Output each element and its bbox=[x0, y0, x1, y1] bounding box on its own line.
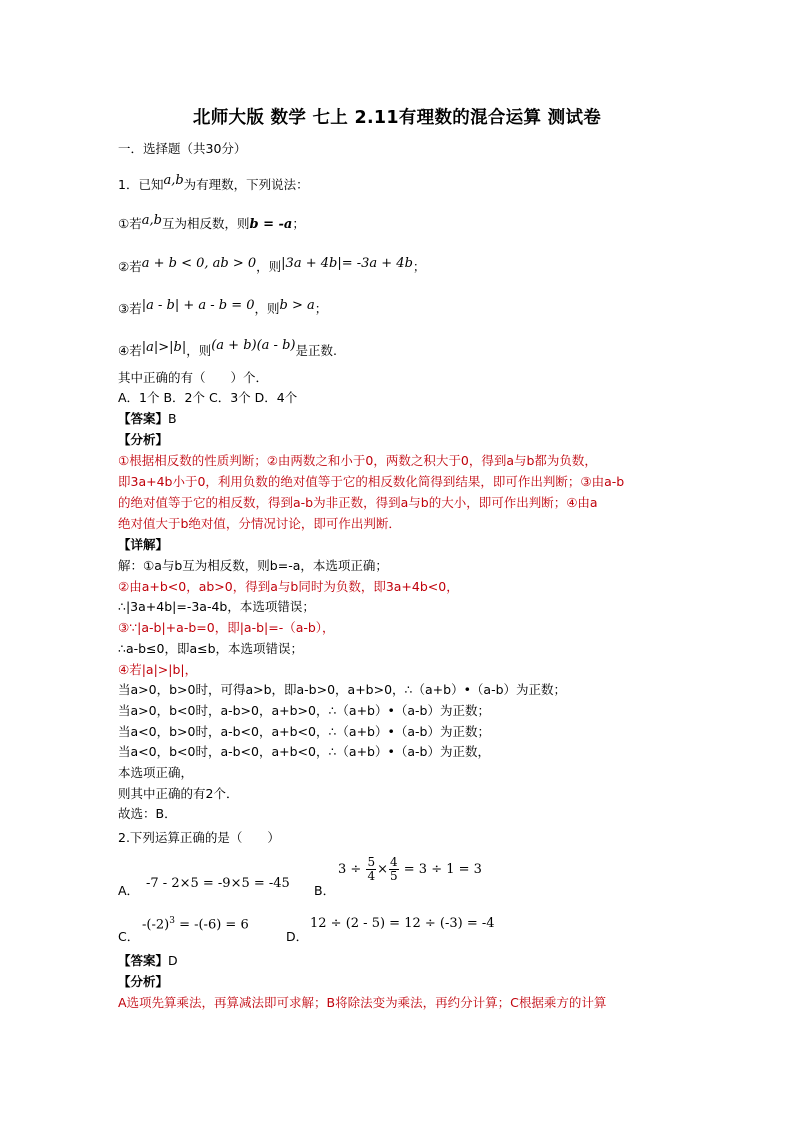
q1-stem-ab: a,b bbox=[163, 173, 184, 188]
section-heading: 一．选择题（共30分） bbox=[118, 141, 247, 156]
page-title: 北师大版 数学 七上 2.11有理数的混合运算 测试卷 bbox=[192, 108, 602, 128]
q1-detail-line: ∴a-b≤0，即a≤b，本选项错误； bbox=[118, 640, 304, 656]
q1-s1-ab: a,b bbox=[141, 213, 162, 228]
q1-s4-cond: |a|>|b| bbox=[141, 340, 187, 355]
q1-analysis-line: 绝对值大于b绝对值，分情况讨论，即可作出判断． bbox=[118, 516, 401, 531]
q1-answer bbox=[118, 410, 177, 428]
q1-detail-line: 当a>0，b<0时，a-b>0，a+b>0，∴（a+b）•（a-b）为正数； bbox=[118, 702, 490, 718]
q2-b-f2-num: 4 bbox=[389, 855, 398, 869]
q2-analysis-line: A选项先算乘法，再算减法即可求解；B将除法变为乘法，再约分计算；C根据乘方的计算 bbox=[118, 995, 607, 1010]
q1-question: 其中正确的有（ ）个． bbox=[118, 370, 269, 385]
q2-answer-value: D bbox=[168, 953, 178, 968]
q1-detail-line: 当a<0，b<0时，a-b<0，a+b<0，∴（a+b）•（a-b）为正数， bbox=[118, 744, 490, 760]
q2-answer-label: 【答案】 bbox=[118, 953, 169, 968]
q1-s4-mid: ，则 bbox=[186, 343, 212, 358]
q2-option-b-label: B． bbox=[314, 883, 336, 898]
q1-statement-2 bbox=[118, 258, 425, 277]
q1-options: A．1个 B．2个 C．3个 D．4个 bbox=[118, 390, 298, 405]
q1-s4-pre: ④若 bbox=[118, 343, 142, 358]
q2-b-fraction-2 bbox=[389, 856, 399, 883]
q2-c-part-b: = -(-6) = 6 bbox=[174, 917, 249, 933]
q2-c-exponent: 3 bbox=[169, 916, 175, 926]
q2-option-d: 12 ÷ (2 - 5) = 12 ÷ (-3) = -4 bbox=[310, 916, 495, 931]
q1-answer-label: 【答案】 bbox=[118, 411, 169, 426]
q1-stem-pre: 1．已知 bbox=[118, 177, 164, 192]
q1-detail-label: 【详解】 bbox=[118, 537, 169, 552]
q2-b-post: = 3 ÷ 1 = 3 bbox=[403, 862, 482, 877]
q1-detail-line: ④若|a|>|b|， bbox=[118, 661, 198, 677]
q1-s4-eq: (a + b)(a - b) bbox=[211, 338, 296, 353]
q2-stem: 2.下列运算正确的是（ ） bbox=[118, 830, 280, 845]
q1-analysis-label: 【分析】 bbox=[118, 432, 169, 447]
q1-s2-pre: ②若 bbox=[118, 259, 142, 274]
q1-s3-end: ； bbox=[314, 301, 328, 316]
q2-b-times: × bbox=[377, 862, 388, 877]
q1-answer-value: B bbox=[168, 411, 177, 426]
q1-statement-4 bbox=[118, 338, 337, 361]
q1-detail-line: 本选项正确， bbox=[118, 765, 194, 780]
q1-s3-pre: ③若 bbox=[118, 301, 142, 316]
q1-stem bbox=[118, 173, 309, 195]
q1-s2-mid: ，则 bbox=[256, 259, 282, 274]
q1-detail-line: ③∵|a-b|+a-b=0，即|a-b|=-（a-b）， bbox=[118, 620, 335, 636]
q2-b-f1-num: 5 bbox=[367, 855, 376, 869]
q1-s4-end: 是正数. bbox=[295, 343, 337, 358]
q1-statement-3 bbox=[118, 300, 327, 319]
q1-s2-end: ； bbox=[412, 259, 426, 274]
q1-detail-line: 则其中正确的有2个． bbox=[118, 785, 239, 801]
q2-option-d-label: D． bbox=[286, 929, 309, 944]
q1-detail-line: ②由a+b<0，ab>0，得到a与b同时为负数，即3a+4b<0， bbox=[118, 578, 459, 594]
q2-b-pre: 3 ÷ bbox=[338, 862, 362, 877]
q1-analysis-line: 即3a+4b小于0，利用负数的绝对值等于它的相反数化简得到结果，即可作出判断；③由a-b bbox=[118, 474, 625, 489]
q1-detail-line: ∴|3a+4b|=-3a-4b，本选项错误； bbox=[118, 599, 315, 615]
q1-s1-pre: ①若 bbox=[118, 216, 142, 231]
q1-statement-1 bbox=[118, 215, 305, 234]
q2-option-c bbox=[142, 916, 249, 932]
q2-c-part-a: -(-2) bbox=[142, 917, 170, 933]
q1-s2-cond: a + b < 0, ab > 0 bbox=[141, 256, 257, 271]
q2-option-a: -7 - 2×5 = -9×5 = -45 bbox=[146, 876, 290, 891]
q1-s3-cond: |a - b| + a - b = 0 bbox=[141, 298, 255, 313]
q1-analysis-line: 的绝对值等于它的相反数，得到a-b为非正数，得到a与b的大小，即可作出判断；④由a bbox=[118, 495, 598, 510]
q1-detail-line: 当a>0，b>0时，可得a>b，即a-b>0，a+b>0，∴（a+b）•（a-b）为正数； bbox=[118, 682, 567, 698]
q2-answer bbox=[118, 952, 178, 970]
q2-b-f2-den: 5 bbox=[389, 869, 398, 883]
q1-s3-mid: ，则 bbox=[254, 301, 280, 316]
q2-option-c-label: C． bbox=[118, 929, 140, 944]
q1-s3-eq: b > a bbox=[279, 298, 315, 313]
q1-detail-line: 当a<0，b>0时，a-b<0，a+b<0，∴（a+b）•（a-b）为正数； bbox=[118, 723, 490, 739]
q1-stem-post: 为有理数，下列说法： bbox=[183, 177, 309, 192]
q1-analysis-line: ①根据相反数的性质判断；②由两数之和小于0，两数之积大于0，得到a与b都为负数， bbox=[118, 453, 597, 468]
q1-detail-line: 解：①a与b互为相反数，则b=-a，本选项正确； bbox=[118, 558, 388, 573]
q1-s2-eq: |3a + 4b|= -3a + 4b bbox=[281, 256, 413, 271]
q2-analysis-label: 【分析】 bbox=[118, 974, 169, 989]
q1-s1-eq: b = -a bbox=[249, 217, 293, 232]
q1-detail-line: 故选：B． bbox=[118, 806, 177, 822]
q2-option-b bbox=[338, 856, 482, 883]
q1-s1-end: ； bbox=[292, 216, 305, 231]
q2-b-f1-den: 4 bbox=[367, 869, 376, 883]
q2-b-fraction-1 bbox=[366, 856, 376, 883]
q1-s1-mid: 互为相反数，则 bbox=[161, 216, 250, 231]
q2-option-a-label: A． bbox=[118, 883, 140, 898]
